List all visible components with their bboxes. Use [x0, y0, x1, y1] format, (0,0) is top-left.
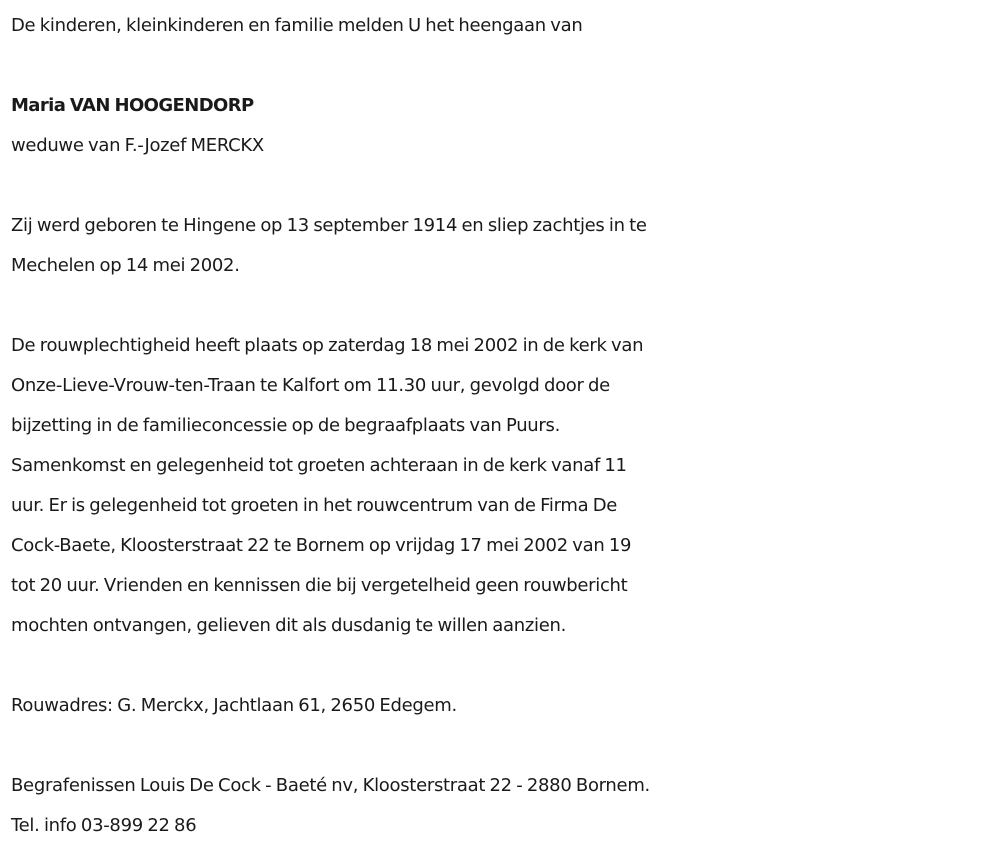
ceremony-line: Onze-Lieve-Vrouw-ten-Traan te Kalfort om 11.30 uur, gevolgd door de	[11, 375, 610, 396]
funeral-home-line: Begrafenissen Louis De Cock - Baeté nv, Kloosterstraat 22 - 2880 Bornem.	[11, 775, 650, 796]
spacer	[11, 286, 997, 326]
mourning-address: Rouwadres: G. Merckx, Jachtlaan 61, 2650 Edegem.	[11, 695, 457, 716]
birth-death-line: Mechelen op 14 mei 2002.	[11, 255, 240, 276]
intro-line: De kinderen, kleinkinderen en familie melden U het heengaan van	[11, 15, 583, 36]
deceased-name: Maria VAN HOOGENDORP	[11, 95, 254, 116]
birth-death-line: Zij werd geboren te Hingene op 13 september 1914 en sliep zachtjes in te	[11, 215, 647, 236]
ceremony-line: bijzetting in de familieconcessie op de begraafplaats van Puurs.	[11, 415, 561, 436]
ceremony-line: mochten ontvangen, gelieven dit als dusdanig te willen aanzien.	[11, 615, 567, 636]
funeral-home-phone: Tel. info 03-899 22 86	[11, 815, 197, 836]
spacer	[11, 166, 997, 206]
ceremony-line: Samenkomst en gelegenheid tot groeten achteraan in de kerk vanaf 11	[11, 455, 627, 476]
relation-line: weduwe van F.-Jozef MERCKX	[11, 135, 264, 156]
spacer	[11, 646, 997, 686]
spacer	[11, 46, 997, 86]
ceremony-line: De rouwplechtigheid heeft plaats op zaterdag 18 mei 2002 in de kerk van	[11, 335, 644, 356]
obituary-notice	[11, 6, 997, 846]
ceremony-line: tot 20 uur. Vrienden en kennissen die bij vergetelheid geen rouwbericht	[11, 575, 628, 596]
ceremony-line: Cock-Baete, Kloosterstraat 22 te Bornem op vrijdag 17 mei 2002 van 19	[11, 535, 632, 556]
ceremony-line: uur. Er is gelegenheid tot groeten in het rouwcentrum van de Firma De	[11, 495, 618, 516]
spacer	[11, 726, 997, 766]
